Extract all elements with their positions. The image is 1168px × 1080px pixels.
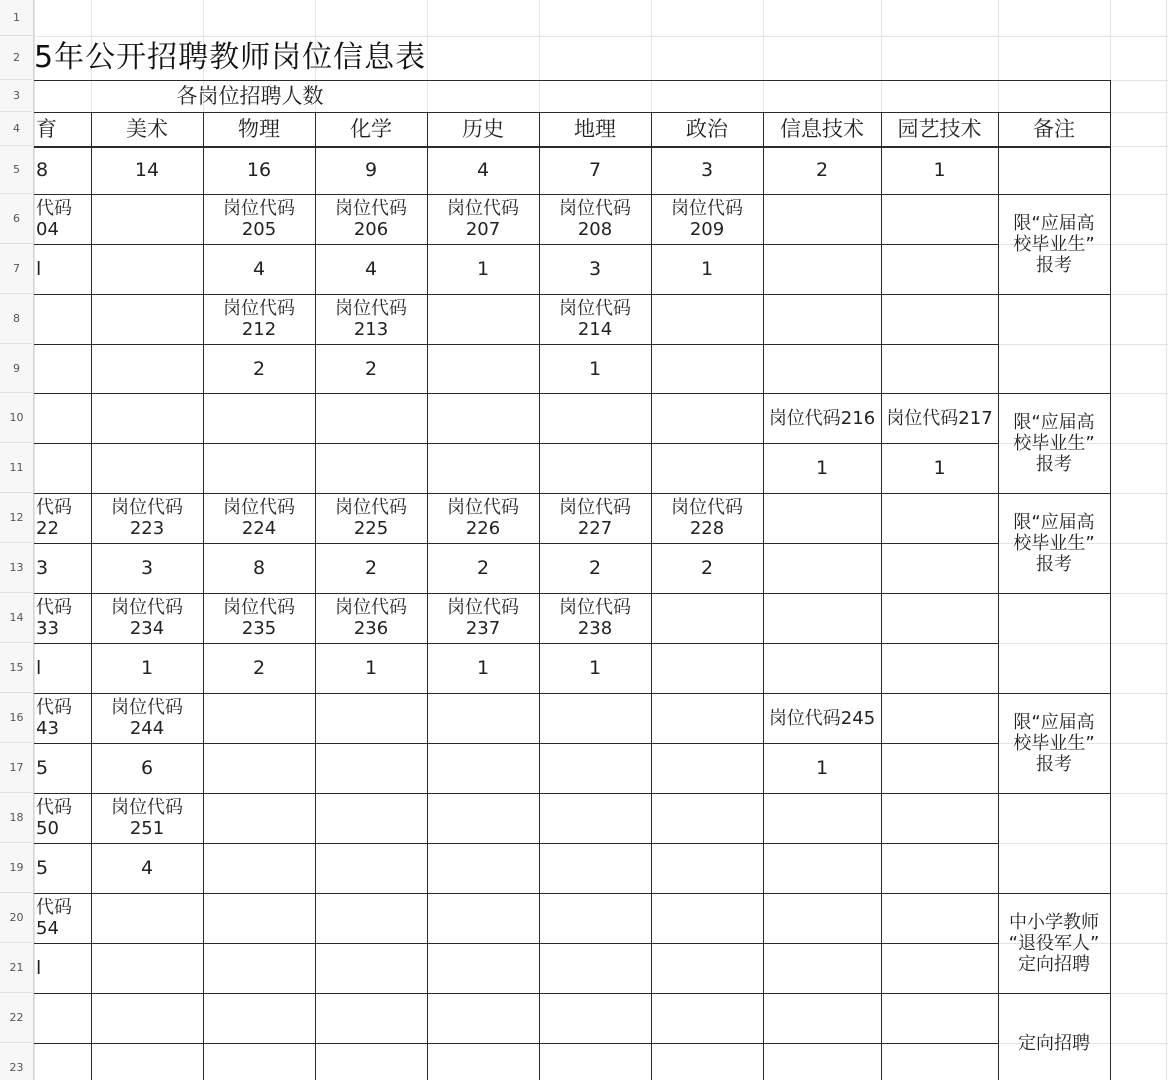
position-code-cell[interactable] — [91, 194, 203, 244]
row-header-23[interactable]: 23 — [0, 1043, 34, 1080]
position-code-cell[interactable] — [651, 593, 763, 643]
remark-cell[interactable]: 中小学教师 “退役军人” 定向招聘 — [1008, 911, 1100, 975]
position-code-cell[interactable] — [651, 893, 763, 943]
position-count-cell[interactable]: 5 — [36, 757, 49, 779]
table-border-h — [34, 344, 998, 345]
position-code-cell[interactable] — [315, 693, 427, 743]
position-count-cell[interactable]: 4 — [140, 857, 154, 879]
table-border-h — [34, 543, 998, 544]
column-header[interactable]: 历史 — [462, 117, 504, 141]
position-code-cell[interactable]: 岗位代码 205 — [223, 198, 295, 240]
remark-cell[interactable]: 限“应届高 校毕业生” 报考 — [1013, 212, 1095, 276]
position-count-cell[interactable] — [203, 1043, 315, 1080]
table-border-h — [34, 593, 1110, 594]
table-border-v — [1110, 80, 1111, 1080]
position-count-cell[interactable] — [763, 843, 881, 893]
position-code-cell[interactable] — [203, 993, 315, 1043]
table-border-h — [34, 1043, 998, 1044]
position-code-cell[interactable] — [651, 793, 763, 843]
position-count-cell[interactable] — [315, 943, 427, 993]
total-count-cell[interactable]: 2 — [815, 159, 829, 181]
position-count-cell[interactable]: 1 — [364, 657, 378, 679]
position-count-cell[interactable] — [651, 943, 763, 993]
table-border-h — [34, 294, 1110, 295]
position-code-cell[interactable]: 岗位代码 234 — [111, 597, 183, 639]
position-count-cell[interactable] — [763, 344, 881, 393]
table-border-h — [34, 493, 1110, 494]
table-border-v — [763, 112, 764, 1080]
position-code-cell[interactable]: 岗位代码 227 — [559, 497, 631, 539]
position-count-cell[interactable]: 1 — [476, 258, 490, 280]
position-count-cell[interactable] — [651, 643, 763, 693]
position-count-cell[interactable] — [427, 843, 539, 893]
position-code-cell[interactable]: 岗位代码 228 — [671, 497, 743, 539]
row-header-14[interactable]: 14 — [0, 593, 34, 643]
table-border-h — [34, 146, 1110, 148]
position-code-cell[interactable] — [427, 893, 539, 943]
position-count-cell[interactable] — [539, 943, 651, 993]
position-code-cell[interactable] — [881, 993, 998, 1043]
position-count-cell[interactable] — [203, 843, 315, 893]
position-count-cell[interactable] — [427, 743, 539, 793]
position-code-cell[interactable] — [881, 693, 998, 743]
position-count-cell[interactable] — [539, 443, 651, 493]
remark-cell[interactable]: 定向招聘 — [1018, 1032, 1090, 1054]
remark-cell[interactable] — [998, 294, 1110, 393]
position-code-cell[interactable]: 岗位代码 214 — [559, 298, 631, 340]
row-header-15[interactable]: 15 — [0, 643, 34, 693]
row-header-12[interactable]: 12 — [0, 493, 34, 543]
position-count-cell[interactable] — [651, 344, 763, 393]
position-code-cell[interactable] — [203, 893, 315, 943]
position-code-cell[interactable]: 岗位代码216 — [768, 407, 876, 429]
position-code-cell[interactable] — [34, 993, 91, 1043]
row-header-22[interactable]: 22 — [0, 993, 34, 1043]
position-code-cell[interactable] — [763, 294, 881, 344]
position-code-cell[interactable] — [427, 294, 539, 344]
row-header-4[interactable]: 4 — [0, 112, 34, 146]
position-count-cell[interactable] — [91, 244, 203, 294]
table-border-h — [34, 993, 1110, 994]
position-count-cell[interactable] — [203, 743, 315, 793]
position-count-cell[interactable] — [651, 1043, 763, 1080]
position-code-cell[interactable] — [763, 893, 881, 943]
position-code-cell[interactable]: 岗位代码 226 — [447, 497, 519, 539]
position-code-cell[interactable]: 代码 43 — [36, 697, 72, 739]
remark-cell[interactable] — [998, 793, 1110, 893]
position-code-cell[interactable] — [651, 393, 763, 443]
row-header-11[interactable]: 11 — [0, 443, 34, 493]
position-count-cell[interactable]: 2 — [476, 557, 490, 579]
header-group-label[interactable]: 各岗位招聘人数 — [176, 84, 324, 108]
row-header-16[interactable]: 16 — [0, 693, 34, 743]
position-count-cell[interactable]: 1 — [815, 457, 829, 479]
position-code-cell[interactable] — [34, 294, 91, 344]
position-count-cell[interactable] — [763, 244, 881, 294]
row-header-9[interactable]: 9 — [0, 344, 34, 393]
table-border-h — [34, 112, 1110, 113]
position-count-cell[interactable] — [881, 1043, 998, 1080]
column-header[interactable]: 育 — [36, 117, 57, 141]
position-count-cell[interactable] — [881, 843, 998, 893]
row-header-19[interactable]: 19 — [0, 843, 34, 893]
position-code-cell[interactable]: 岗位代码 213 — [335, 298, 407, 340]
position-code-cell[interactable] — [763, 194, 881, 244]
position-count-cell[interactable]: l — [36, 258, 42, 280]
position-code-cell[interactable] — [315, 893, 427, 943]
position-count-cell[interactable] — [651, 743, 763, 793]
position-code-cell[interactable] — [91, 993, 203, 1043]
table-border-h — [34, 80, 1110, 81]
position-count-cell[interactable] — [91, 443, 203, 493]
position-count-cell[interactable] — [203, 943, 315, 993]
row-header-17[interactable]: 17 — [0, 743, 34, 793]
table-border-v — [539, 112, 540, 1080]
position-count-cell[interactable]: 4 — [364, 258, 378, 280]
table-border-v — [91, 112, 92, 1080]
position-count-cell[interactable] — [881, 244, 998, 294]
total-count-cell[interactable]: 7 — [588, 159, 602, 181]
table-border-h — [34, 893, 1110, 894]
total-count-cell[interactable]: 3 — [700, 159, 714, 181]
remark-cell[interactable]: 限“应届高 校毕业生” 报考 — [1013, 411, 1095, 475]
remark-cell[interactable]: 限“应届高 校毕业生” 报考 — [1013, 711, 1095, 775]
position-count-cell[interactable] — [881, 344, 998, 393]
position-count-cell[interactable]: 6 — [140, 757, 154, 779]
row-header-21[interactable]: 21 — [0, 943, 34, 993]
column-header[interactable]: 地理 — [574, 117, 616, 141]
table-border-h — [34, 943, 998, 944]
position-code-cell[interactable] — [427, 993, 539, 1043]
total-count-cell[interactable]: 16 — [246, 159, 272, 181]
table-border-v — [427, 112, 428, 1080]
position-code-cell[interactable] — [881, 793, 998, 843]
position-code-cell[interactable]: 岗位代码 212 — [223, 298, 295, 340]
position-code-cell[interactable] — [315, 793, 427, 843]
table-border-v — [203, 112, 204, 1080]
position-count-cell[interactable] — [427, 943, 539, 993]
position-count-cell[interactable]: 1 — [933, 457, 946, 479]
position-code-cell[interactable] — [539, 793, 651, 843]
position-code-cell[interactable] — [881, 294, 998, 344]
position-count-cell[interactable]: 2 — [252, 357, 266, 380]
position-count-cell[interactable]: 5 — [36, 857, 49, 879]
position-count-cell[interactable]: 8 — [252, 557, 266, 579]
position-count-cell[interactable]: 2 — [252, 657, 266, 679]
position-code-cell[interactable] — [881, 593, 998, 643]
position-code-cell[interactable]: 岗位代码 208 — [559, 198, 631, 240]
position-code-cell[interactable]: 岗位代码 209 — [671, 198, 743, 240]
position-count-cell[interactable] — [539, 843, 651, 893]
position-code-cell[interactable]: 代码 22 — [36, 497, 72, 539]
position-code-cell[interactable] — [763, 593, 881, 643]
row-header-6[interactable]: 6 — [0, 194, 34, 244]
row-header-5[interactable]: 5 — [0, 146, 34, 194]
position-code-cell[interactable]: 岗位代码 251 — [111, 797, 183, 839]
position-code-cell[interactable] — [427, 793, 539, 843]
column-header[interactable]: 化学 — [350, 117, 392, 141]
position-count-cell[interactable] — [203, 443, 315, 493]
position-code-cell[interactable] — [91, 393, 203, 443]
position-count-cell[interactable]: l — [36, 657, 42, 679]
position-count-cell[interactable]: 1 — [815, 757, 829, 779]
position-code-cell[interactable]: 岗位代码217 — [886, 407, 993, 429]
position-count-cell[interactable] — [881, 943, 998, 993]
position-count-cell[interactable] — [881, 643, 998, 693]
position-count-cell[interactable] — [427, 1043, 539, 1080]
position-count-cell[interactable] — [763, 643, 881, 693]
position-count-cell[interactable] — [881, 543, 998, 593]
position-code-cell[interactable] — [881, 493, 998, 543]
position-code-cell[interactable] — [763, 493, 881, 543]
position-code-cell[interactable] — [203, 693, 315, 743]
position-count-cell[interactable]: 1 — [588, 357, 602, 380]
row-header-7[interactable]: 7 — [0, 244, 34, 294]
row-header-3[interactable]: 3 — [0, 80, 34, 112]
position-code-cell[interactable] — [763, 993, 881, 1043]
position-code-cell[interactable] — [763, 793, 881, 843]
position-count-cell[interactable] — [91, 344, 203, 393]
position-count-cell[interactable]: 4 — [252, 258, 266, 280]
position-code-cell[interactable]: 代码 04 — [36, 198, 72, 240]
position-code-cell[interactable] — [427, 693, 539, 743]
position-code-cell[interactable] — [539, 393, 651, 443]
position-count-cell[interactable]: 1 — [700, 258, 714, 280]
row-header-1[interactable]: 1 — [0, 0, 34, 36]
row-header-18[interactable]: 18 — [0, 793, 34, 843]
position-count-cell[interactable] — [34, 344, 91, 393]
position-code-cell[interactable] — [34, 393, 91, 443]
position-count-cell[interactable] — [539, 1043, 651, 1080]
position-count-cell[interactable] — [315, 443, 427, 493]
position-code-cell[interactable]: 岗位代码 237 — [447, 597, 519, 639]
position-count-cell[interactable] — [34, 1043, 91, 1080]
position-code-cell[interactable] — [539, 693, 651, 743]
position-code-cell[interactable]: 岗位代码 235 — [223, 597, 295, 639]
column-header[interactable]: 备注 — [1033, 117, 1075, 141]
position-count-cell[interactable]: 2 — [588, 557, 602, 579]
position-count-cell[interactable] — [315, 1043, 427, 1080]
position-code-cell[interactable] — [881, 893, 998, 943]
row-header-13[interactable]: 13 — [0, 543, 34, 593]
position-count-cell[interactable] — [315, 843, 427, 893]
total-count-cell[interactable]: 14 — [134, 159, 160, 181]
position-code-cell[interactable] — [651, 294, 763, 344]
position-code-cell[interactable] — [203, 393, 315, 443]
position-code-cell[interactable]: 岗位代码 238 — [559, 597, 631, 639]
position-count-cell[interactable] — [34, 443, 91, 493]
remark-cell[interactable]: 限“应届高 校毕业生” 报考 — [1013, 511, 1095, 575]
table-border-v — [651, 112, 652, 1080]
remark-cell[interactable] — [998, 593, 1110, 693]
position-code-cell[interactable]: 岗位代码 206 — [335, 198, 407, 240]
total-count-cell[interactable]: 9 — [364, 159, 378, 181]
position-count-cell[interactable]: 1 — [140, 657, 154, 679]
position-code-cell[interactable] — [315, 993, 427, 1043]
row-header-8[interactable]: 8 — [0, 294, 34, 344]
position-code-cell[interactable]: 岗位代码 244 — [111, 697, 183, 739]
position-count-cell[interactable] — [763, 543, 881, 593]
position-count-cell[interactable]: 2 — [364, 357, 378, 380]
sheet-title[interactable]: 5年公开招聘教师岗位信息表 — [34, 40, 427, 75]
table-border-h — [34, 643, 998, 644]
position-count-cell[interactable] — [763, 943, 881, 993]
position-count-cell[interactable] — [427, 443, 539, 493]
table-border-h — [34, 743, 998, 744]
position-count-cell[interactable] — [315, 743, 427, 793]
row-header-10[interactable]: 10 — [0, 393, 34, 443]
position-code-cell[interactable] — [315, 393, 427, 443]
position-code-cell[interactable]: 代码 54 — [36, 897, 72, 939]
position-code-cell[interactable]: 岗位代码 224 — [223, 497, 295, 539]
position-count-cell[interactable]: 3 — [36, 557, 49, 579]
table-border-h — [34, 693, 1110, 694]
total-count-cell[interactable]: 4 — [476, 159, 490, 181]
column-header[interactable]: 政治 — [686, 117, 728, 141]
position-count-cell[interactable] — [91, 1043, 203, 1080]
position-count-cell[interactable] — [539, 743, 651, 793]
row-header-20[interactable]: 20 — [0, 893, 34, 943]
total-count-cell[interactable]: 8 — [36, 159, 49, 181]
table-border-v — [881, 112, 882, 1080]
position-code-cell[interactable] — [203, 793, 315, 843]
table-border-h — [34, 443, 998, 444]
position-code-cell[interactable]: 岗位代码 207 — [447, 198, 519, 240]
position-code-cell[interactable]: 岗位代码 223 — [111, 497, 183, 539]
column-header[interactable]: 园艺技术 — [897, 117, 982, 141]
position-count-cell[interactable] — [651, 443, 763, 493]
position-code-cell[interactable] — [539, 993, 651, 1043]
position-code-cell[interactable] — [651, 993, 763, 1043]
total-count-cell[interactable]: 1 — [933, 159, 946, 181]
position-code-cell[interactable]: 代码 50 — [36, 797, 72, 839]
position-count-cell[interactable] — [763, 1043, 881, 1080]
column-header[interactable]: 美术 — [126, 117, 168, 141]
position-code-cell[interactable] — [539, 893, 651, 943]
position-count-cell[interactable]: 2 — [364, 557, 378, 579]
position-code-cell[interactable]: 岗位代码 236 — [335, 597, 407, 639]
row-header-2[interactable]: 2 — [0, 36, 34, 80]
position-code-cell[interactable] — [91, 294, 203, 344]
table-border-h — [34, 843, 998, 844]
gridline-v — [1166, 0, 1167, 1080]
position-count-cell[interactable]: 3 — [140, 557, 154, 579]
position-code-cell[interactable] — [651, 693, 763, 743]
table-border-h — [34, 194, 1110, 195]
position-count-cell[interactable]: 1 — [588, 657, 602, 679]
table-border-v — [998, 112, 999, 1080]
table-border-h — [34, 393, 1110, 394]
total-count-cell[interactable] — [998, 146, 1110, 194]
position-count-cell[interactable]: l — [36, 957, 42, 979]
position-code-cell[interactable]: 代码 33 — [36, 597, 72, 639]
position-code-cell[interactable] — [427, 393, 539, 443]
column-header[interactable]: 信息技术 — [780, 117, 864, 141]
position-count-cell[interactable] — [881, 743, 998, 793]
position-count-cell[interactable] — [91, 943, 203, 993]
position-count-cell[interactable]: 1 — [476, 657, 490, 679]
position-code-cell[interactable]: 岗位代码245 — [768, 707, 876, 729]
position-count-cell[interactable]: 3 — [588, 258, 602, 280]
column-header[interactable]: 物理 — [238, 117, 280, 141]
table-border-h — [34, 793, 1110, 794]
position-count-cell[interactable] — [651, 843, 763, 893]
table-border-v — [315, 112, 316, 1080]
position-count-cell[interactable]: 2 — [700, 557, 714, 579]
position-code-cell[interactable] — [91, 893, 203, 943]
position-count-cell[interactable] — [427, 344, 539, 393]
table-border-h — [34, 244, 998, 245]
position-code-cell[interactable] — [881, 194, 998, 244]
position-code-cell[interactable]: 岗位代码 225 — [335, 497, 407, 539]
